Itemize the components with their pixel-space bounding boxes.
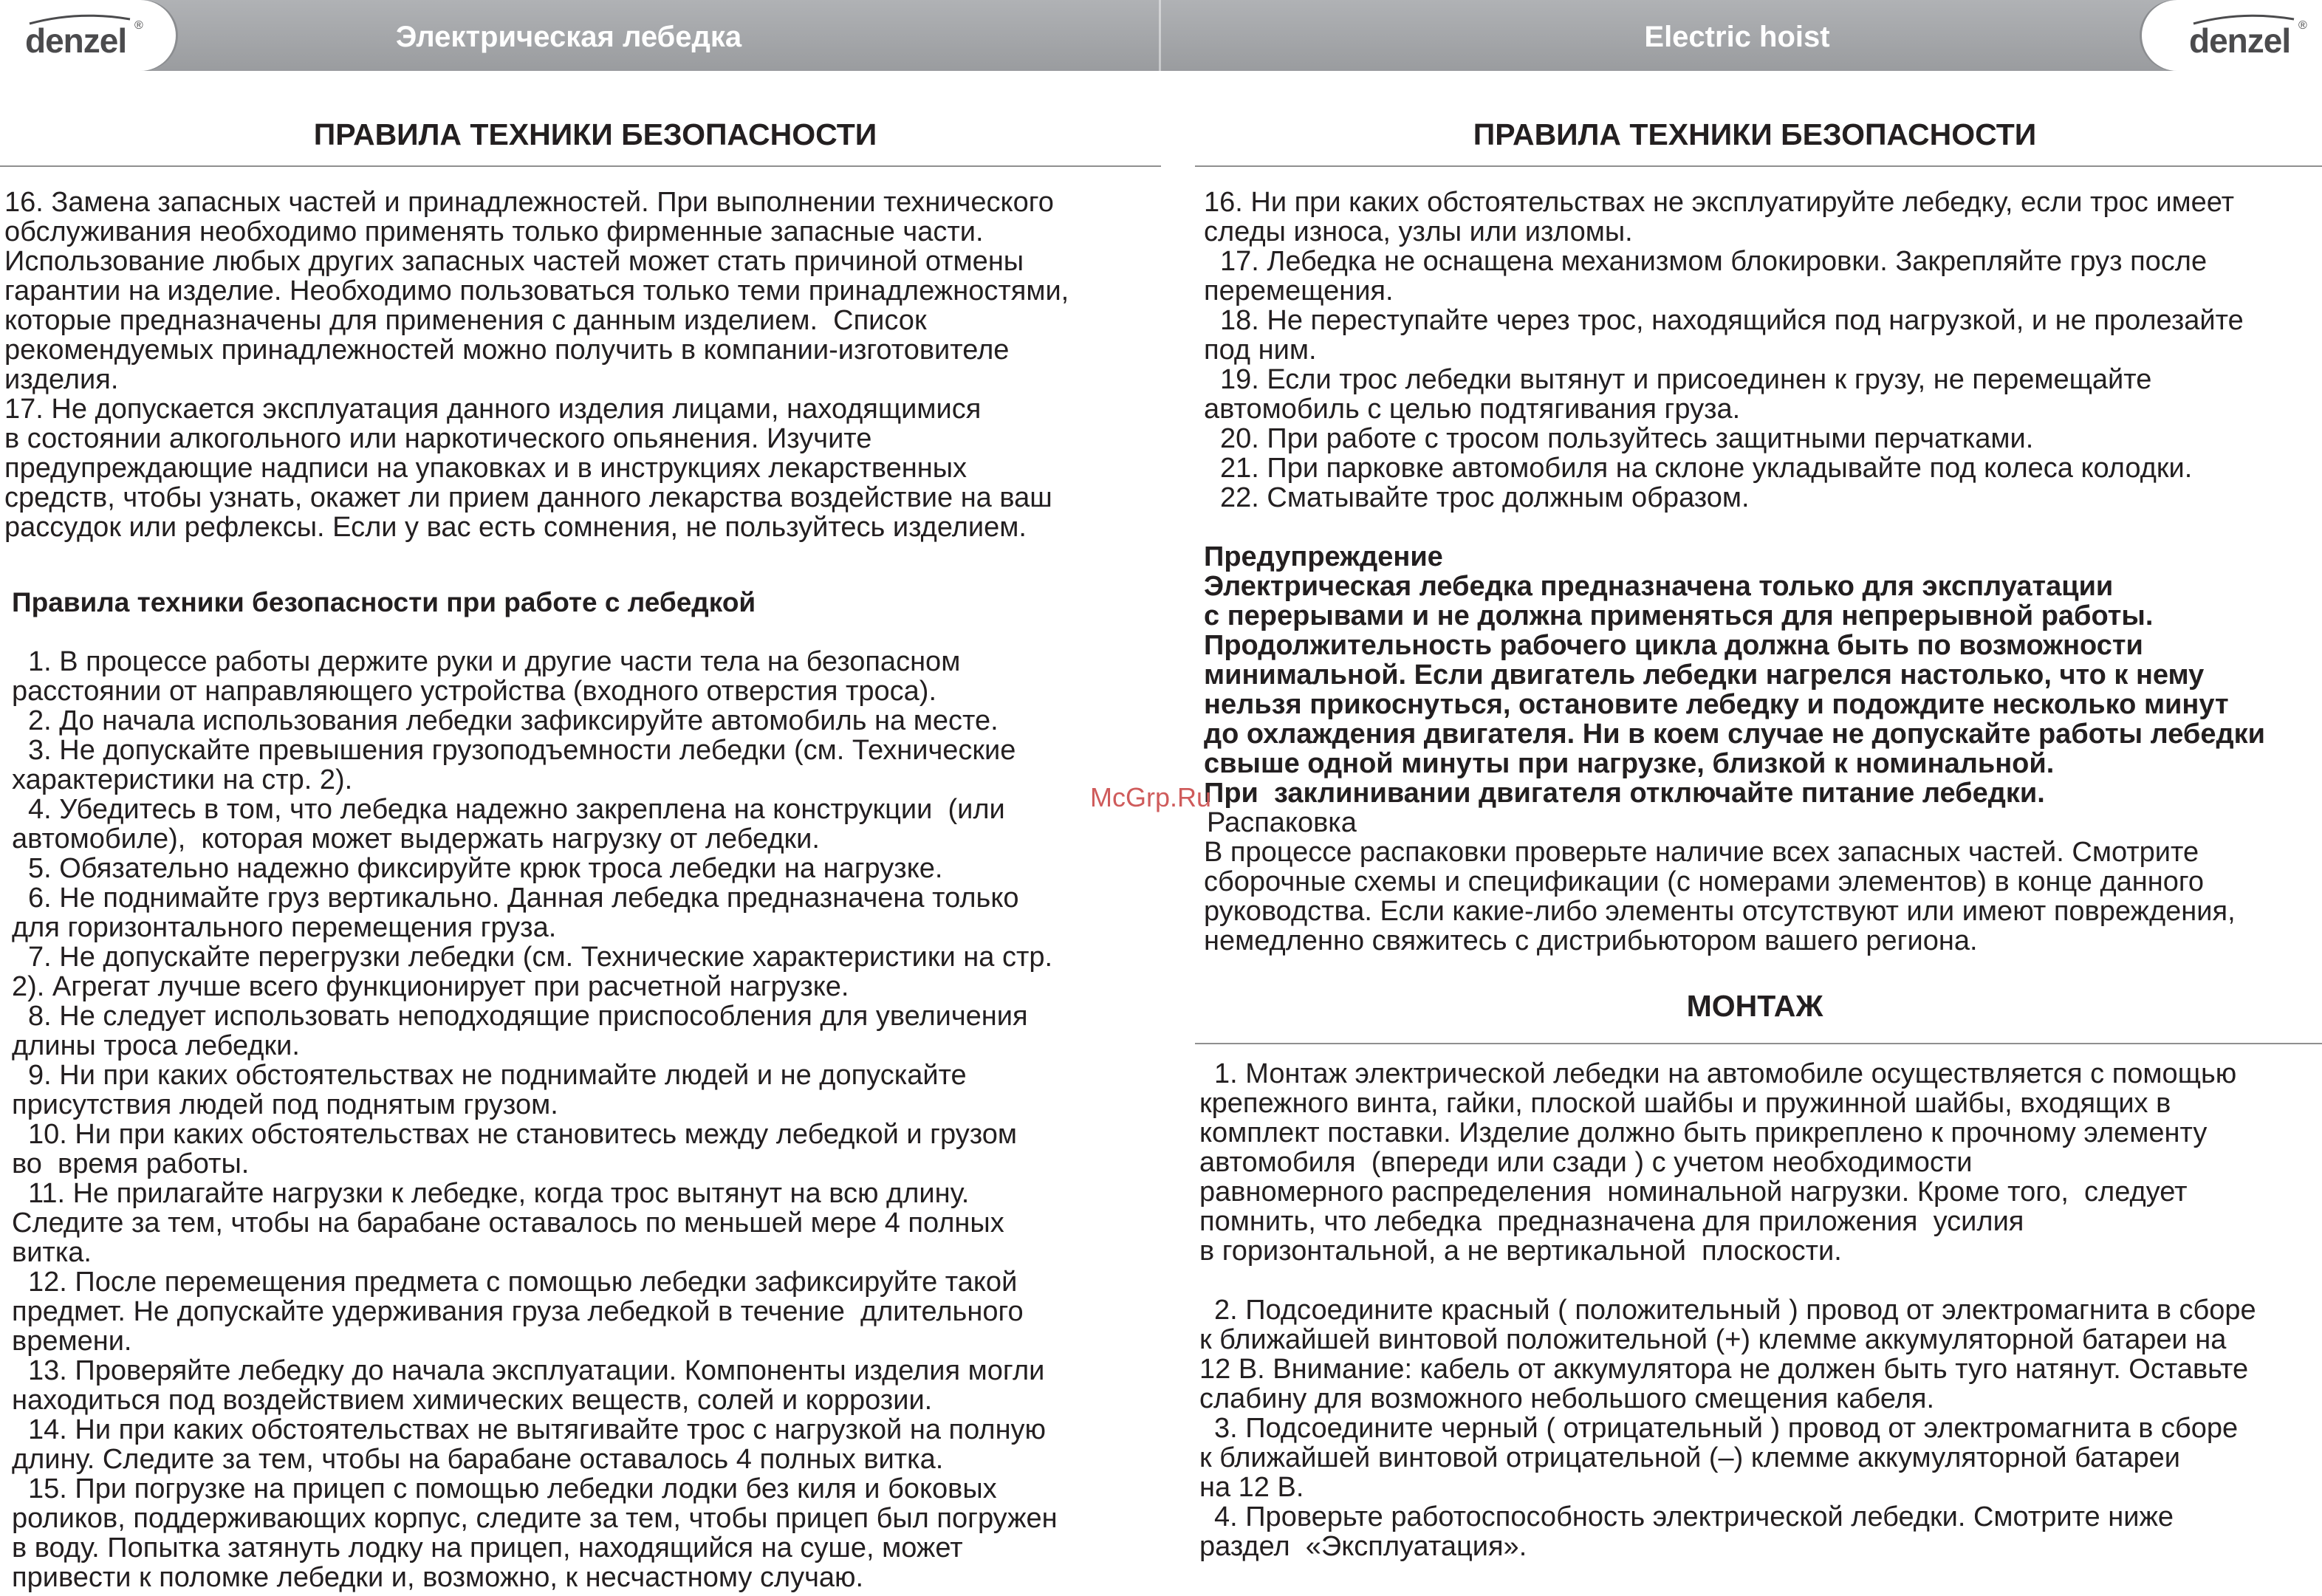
list-item xyxy=(12,736,1160,795)
text-line: слабину для возможного небольшого смещения кабеля. xyxy=(1199,1383,1935,1414)
text-line: крепежного винта, гайки, плоской шайбы и пружинной шайбы, входящих в xyxy=(1199,1088,2171,1119)
text-line: 4. Убедитесь в том, что лебедка надежно закреплена на конструкции (или xyxy=(28,794,1005,825)
left-safety-list xyxy=(12,647,1160,1592)
text-line: 21. При парковке автомобиля на склоне укладывайте под колеса колодки. xyxy=(1220,453,2193,484)
text-line: 3. Не допускайте превышения грузоподъемности лебедки (см. Технические xyxy=(28,735,1016,766)
text-line: в горизонтальной, а не вертикальной плоскости. xyxy=(1199,1236,1842,1267)
list-item xyxy=(12,647,1160,706)
text-line: 14. Ни при каких обстоятельствах не вытягивайте трос с нагрузкой на полную xyxy=(28,1414,1047,1445)
text-line: 19. Если трос лебедки вытянут и присоединен к грузу, не перемещайте xyxy=(1220,364,2152,395)
header-title-en: Electric hoist xyxy=(1644,21,1830,53)
intro-paragraph xyxy=(4,188,1160,394)
text-line: на 12 В. xyxy=(1199,1472,1304,1503)
list-item xyxy=(12,1120,1160,1179)
text-line: гарантии на изделие. Необходимо пользоваться только теми принадлежностями, xyxy=(4,275,1069,306)
right-safety-list xyxy=(1204,188,2319,513)
text-line: свыше одной минуты при нагрузке, близкой к номинальной. xyxy=(1204,748,2055,779)
text-line: средств, чтобы узнать, окажет ли прием данного лекарства воздействие на ваш xyxy=(4,482,1052,513)
text-line: Использование любых других запасных частей может стать причиной отмены xyxy=(4,246,1024,277)
text-line: Следите за тем, чтобы на барабане оставалось по меньшей мере 4 полных xyxy=(12,1208,1004,1239)
text-line: 5. Обязательно надежно фиксируйте крюк троса лебедки на нагрузке. xyxy=(28,853,943,884)
text-line: комплект поставки. Изделие должно быть прикреплено к прочному элементу xyxy=(1199,1117,2208,1148)
text-line: 6. Не поднимайте груз вертикально. Данная лебедка предназначена только xyxy=(28,883,1019,914)
list-item xyxy=(1199,1502,2319,1561)
list-item xyxy=(12,942,1160,1001)
list-item xyxy=(12,795,1160,854)
text-line: помнить, что лебедка предназначена для приложения усилия xyxy=(1199,1206,2024,1237)
left-subheading-block xyxy=(12,588,1160,617)
intro-paragraph xyxy=(4,394,1160,542)
list-item xyxy=(12,1179,1160,1267)
header-title-ru: Электрическая лебедка xyxy=(395,21,742,53)
text-line: 8. Не следует использовать неподходящие приспособления для увеличения xyxy=(28,1001,1028,1032)
text-line: автомобиле), которая может выдержать нагрузку от лебедки. xyxy=(12,823,820,854)
brand-logo-right xyxy=(2183,9,2322,62)
warning-body xyxy=(1204,572,2319,808)
text-line: 20. При работе с тросом пользуйтесь защитными перчатками. xyxy=(1220,423,2034,454)
text-line: нельзя прикоснуться, остановите лебедку и подождите несколько минут xyxy=(1204,689,2229,720)
text-line: к ближайшей винтовой отрицательной (–) клемме аккумуляторной батареи xyxy=(1199,1442,2180,1473)
text-line: длину. Следите за тем, чтобы на барабане оставалось 4 полных витка. xyxy=(12,1444,944,1475)
section-heading-safety-left: ПРАВИЛА ТЕХНИКИ БЕЗОПАСНОСТИ xyxy=(313,117,877,151)
text-line: к ближайшей винтовой положительной (+) клемме аккумуляторной батареи на xyxy=(1199,1324,2227,1355)
text-line: В процессе распаковки проверьте наличие всех запасных частей. Смотрите xyxy=(1204,837,2199,868)
text-line: предупреждающие надписи на упаковках и в инструкциях лекарственных xyxy=(4,453,968,484)
montage-list xyxy=(1199,1059,2319,1561)
text-line: обслуживания необходимо применять только фирменные запасные части. xyxy=(4,216,984,247)
list-item xyxy=(12,1415,1160,1474)
list-item xyxy=(1204,365,2319,424)
text-line: роликов, поддерживающих корпус, следите за тем, чтобы прицеп был погружен xyxy=(12,1503,1058,1534)
text-line: минимальной. Если двигатель лебедки нагрелся настолько, что к нему xyxy=(1204,660,2205,691)
text-line: изделия. xyxy=(4,364,119,395)
text-line: характеристики на стр. 2). xyxy=(12,764,353,795)
text-line: 17. Не допускается эксплуатация данного изделия лицами, находящимися xyxy=(4,394,982,425)
text-line: следы износа, узлы или изломы. xyxy=(1204,216,1633,247)
text-line: Электрическая лебедка предназначена только для эксплуатации xyxy=(1204,571,2114,602)
text-line: находиться под воздействием химических веществ, солей и коррозии. xyxy=(12,1385,933,1416)
list-item xyxy=(12,1474,1160,1592)
text-line: привести к поломке лебедки и, возможно, к несчастному случаю. xyxy=(12,1562,864,1592)
text-line: рекомендуемых принадлежностей можно получить в компании-изготовителе xyxy=(4,335,1010,366)
text-line: под ним. xyxy=(1204,335,1317,366)
text-line: 22. Сматывайте трос должным образом. xyxy=(1220,482,1750,513)
header-divider xyxy=(1159,0,1161,71)
watermark: McGrp.Ru xyxy=(1090,782,1212,812)
text-line: 3. Подсоедините черный ( отрицательный ) провод от электромагнита в сборе xyxy=(1214,1413,2239,1444)
text-line: витка. xyxy=(12,1237,92,1268)
list-item xyxy=(12,883,1160,942)
logo-text: denzel xyxy=(2189,21,2291,60)
unpacking-body xyxy=(1204,838,2319,956)
text-line: Продолжительность рабочего цикла должна быть по возможности xyxy=(1204,630,2143,661)
text-line: 13. Проверяйте лебедку до начала эксплуатации. Компоненты изделия могли xyxy=(28,1355,1045,1386)
text-line: 4. Проверьте работоспособность электрической лебедки. Смотрите ниже xyxy=(1214,1501,2174,1532)
text-line: При заклинивании двигателя отключайте питание лебедки. xyxy=(1204,778,2045,808)
text-line: 7. Не допускайте перегрузки лебедки (см. Технические характеристики на стр. xyxy=(28,942,1053,973)
list-item xyxy=(12,1001,1160,1061)
list-item xyxy=(12,1267,1160,1356)
text-line: времени. xyxy=(12,1326,132,1357)
heading-underline-right xyxy=(1195,165,2322,167)
brand-logo-left xyxy=(19,9,160,62)
list-item xyxy=(1204,188,2319,247)
text-line: 1. В процессе работы держите руки и другие части тела на безопасном xyxy=(28,647,961,677)
text-line: предмет. Не допускайте удерживания груза лебедкой в течение длительного xyxy=(12,1296,1024,1327)
unpacking-block xyxy=(1204,808,2319,956)
logo-registered-mark: ® xyxy=(134,19,143,32)
unpacking-title: Распаковка xyxy=(1207,808,1357,838)
section-heading-montage: МОНТАЖ xyxy=(1686,989,1823,1023)
page-header xyxy=(0,0,2322,71)
text-line: перемещения. xyxy=(1204,275,1394,306)
text-line: 2. Подсоедините красный ( положительный ) провод от электромагнита в сборе xyxy=(1214,1295,2256,1326)
warning-title: Предупреждение xyxy=(1204,542,1443,572)
list-item xyxy=(12,1061,1160,1120)
text-line: длины троса лебедки. xyxy=(12,1030,300,1061)
left-intro-text xyxy=(4,188,1160,542)
text-line: в состоянии алкогольного или наркотического опьянения. Изучите xyxy=(4,423,872,454)
logo-text: denzel xyxy=(25,21,127,60)
text-line: с перерывами и не должна применяться для непрерывной работы. xyxy=(1204,600,2154,631)
text-line: 2. До начала использования лебедки зафиксируйте автомобиль на месте. xyxy=(28,705,999,736)
text-line: автомобиль с целью подтягивания груза. xyxy=(1204,394,1741,425)
list-item xyxy=(1199,1059,2319,1266)
text-line: 12. После перемещения предмета с помощью лебедки зафиксируйте такой xyxy=(28,1267,1018,1298)
text-line: до охлаждения двигателя. Ни в коем случае не допускайте работы лебедки xyxy=(1204,719,2266,750)
text-line: 15. При погрузке на прицеп с помощью лебедки лодки без киля и боковых xyxy=(28,1473,997,1504)
list-item xyxy=(12,854,1160,883)
list-item xyxy=(12,1356,1160,1415)
list-item xyxy=(1204,424,2319,453)
heading-underline-left xyxy=(0,165,1161,167)
text-line: присутствия людей под поднятым грузом. xyxy=(12,1089,558,1120)
text-line: 18. Не переступайте через трос, находящийся под нагрузкой, и не пролезайте xyxy=(1220,305,2244,336)
list-item xyxy=(1204,247,2319,306)
list-item xyxy=(1204,306,2319,365)
list-item xyxy=(1199,1295,2319,1414)
text-line: 11. Не прилагайте нагрузки к лебедке, когда трос вытянут на всю длину. xyxy=(28,1178,970,1209)
text-line: 17. Лебедка не оснащена механизмом блокировки. Закрепляйте груз после xyxy=(1220,246,2208,277)
list-item xyxy=(1204,453,2319,483)
text-line: расстоянии от направляющего устройства (входного отверстия троса). xyxy=(12,676,936,707)
text-line: которые предназначены для применения с данным изделием. Список xyxy=(4,305,927,336)
text-line: 16. Замена запасных частей и принадлежностей. При выполнении технического xyxy=(4,188,1054,218)
text-line: для горизонтального перемещения груза. xyxy=(12,912,557,943)
heading-underline-montage xyxy=(1195,1043,2322,1044)
text-line: сборочные схемы и спецификации (с номерами элементов) в конце данного xyxy=(1204,866,2205,897)
text-line: равномерного распределения номинальной нагрузки. Кроме того, следует xyxy=(1199,1177,2188,1208)
text-line: во время работы. xyxy=(12,1148,250,1179)
list-item xyxy=(12,706,1160,736)
list-item xyxy=(1199,1414,2319,1502)
text-line: в воду. Попытка затянуть лодку на прицеп, находящийся на суше, может xyxy=(12,1532,963,1564)
text-line: 16. Ни при каких обстоятельствах не эксплуатируйте лебедку, если трос имеет xyxy=(1204,188,2235,218)
text-line: руководства. Если какие-либо элементы отсутствуют или имеют повреждения, xyxy=(1204,896,2236,927)
list-item xyxy=(1204,483,2319,513)
text-line: автомобиля (впереди или сзади ) с учетом необходимости xyxy=(1199,1147,1973,1178)
text-line: 12 В. Внимание: кабель от аккумулятора не должен быть туго натянут. Оставьте xyxy=(1199,1354,2249,1385)
text-line: 1. Монтаж электрической лебедки на автомобиле осуществляется с помощью xyxy=(1214,1059,2237,1089)
text-line: немедленно свяжитесь с дистрибьютором вашего региона. xyxy=(1204,925,1978,956)
text-line: 10. Ни при каких обстоятельствах не становитесь между лебедкой и грузом xyxy=(28,1119,1017,1150)
subheading: Правила техники безопасности при работе с лебедкой xyxy=(12,588,756,617)
section-heading-safety-right: ПРАВИЛА ТЕХНИКИ БЕЗОПАСНОСТИ xyxy=(1473,117,2037,151)
text-line: 9. Ни при каких обстоятельствах не поднимайте людей и не допускайте xyxy=(28,1060,967,1091)
text-line: 2). Агрегат лучше всего функционирует при расчетной нагрузке. xyxy=(12,971,849,1002)
logo-registered-mark: ® xyxy=(2298,19,2307,32)
warning-block xyxy=(1204,542,2319,808)
text-line: рассудок или рефлексы. Если у вас есть сомнения, не пользуйтесь изделием. xyxy=(4,512,1027,542)
text-line: раздел «Эксплуатация». xyxy=(1199,1531,1527,1561)
